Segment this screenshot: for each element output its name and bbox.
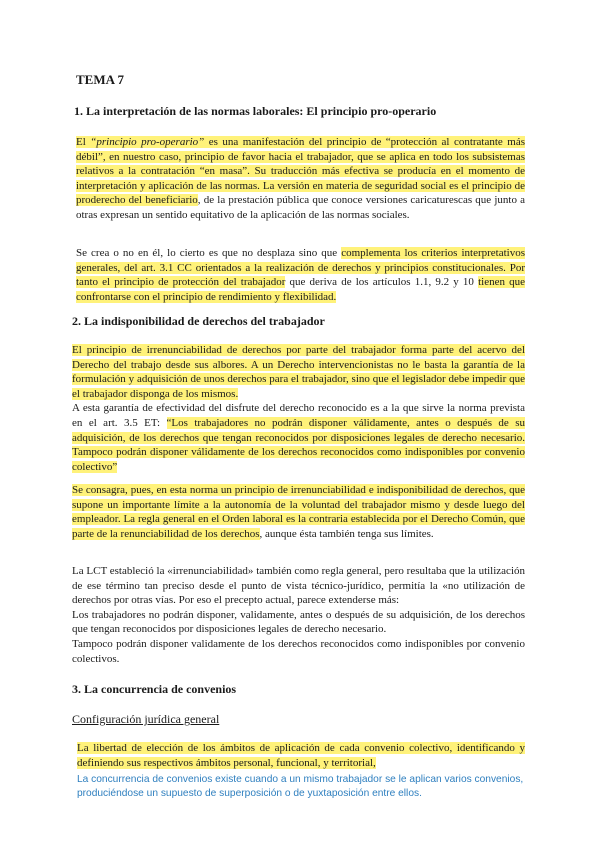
section-2-heading: 2. La indisponibilidad de derechos del trabajador [72, 314, 325, 328]
text-run: La LCT estableció la «irrenunciabilidad» también como regla general, pero resultaba que la utilización de ese término tan preciso desde el punto de vista técnico-jurídico, permitía la «no utilización de derechos por otras vías. Por eso el precepto actual, parece extenderse más: [72, 565, 525, 607]
highlighted-quote: “Los trabajadores no podrán disponer válidamente, antes o después de su adquisición, de los derechos que tengan reconocidos por disposiciones legales de derecho necesario. Tampoco podrán disponer válidamente de los derechos reconocidos como indisponibles por convenio colectivo” [72, 416, 525, 473]
section-3-heading: 3. La concurrencia de convenios [72, 682, 237, 696]
section-3-subheading: Configuración jurídica general [72, 712, 220, 726]
section-2-paragraph-3 [72, 483, 525, 541]
section-2-paragraph-4 [72, 564, 525, 666]
section-3-note: La concurrencia de convenios existe cuando a un mismo trabajador se le aplican varios convenios, produciéndose un supuesto de superposición o de yuxtaposición entre ellos. [77, 774, 524, 799]
emphasis-text: “principio pro-operario” [90, 136, 205, 148]
highlighted-text: Se consagra, pues, en esta norma un principio de irrenunciabilidad e indisponibilidad de derechos, que supone un importante límite a la autonomía de la voluntad del trabajador mismo y desde luego del empleador. La regla general en el Orden laboral es la contraria establecida por el Derecho Común, que parte de la renunciabilidad de los derechos [72, 484, 525, 540]
text-run: es una manifestación del principio de “protección al contratante más débil”, en nuestro caso, principio de favor hacia el trabajador, que se aplica en todo los subsistemas relativos a la contratación “en masa”. Su traducción más efectiva se producía en el momento de interpretación y aplicación de las normas. La versión en materia de seguridad social es el principio de proderecho del beneficiario [76, 136, 525, 207]
text-run: Tampoco podrán disponer validamente de los derechos reconocidos como indisponibles por convenio colectivos. [72, 637, 525, 665]
section-1-paragraph-2 [76, 246, 525, 304]
text-run: A esta garantía de efectividad del disfrute del derecho reconocido es a la que sirve la norma prevista en el art. 3.5 ET: [72, 402, 525, 429]
text-run: El [76, 136, 91, 148]
highlighted-text: La libertad de elección de los ámbitos de aplicación de cada convenio colectivo, identificando y definiendo sus respectivos ámbitos personal, funcional, y territorial, [77, 742, 525, 769]
section-1-heading: 1. La interpretación de las normas laborales: El principio pro-operario [74, 104, 437, 118]
text-run: , de la prestación pública que conoce versiones caricaturescas que junto a otras expresan un sentido equitativo de la aplicación de las normas sociales. [76, 194, 526, 221]
text-run: , aunque ésta también tenga sus límites. [259, 527, 434, 540]
highlighted-text: El principio de irrenunciabilidad de derechos por parte del trabajador forma parte del acervo del Derecho del trabajo desde sus albores. A un Derecho intervencionistas no le basta la garantía de la formulación y adquisición de unos derechos para el trabajador, sino que el legislador debe impedir que el trabajador disponga de los mismos. [72, 344, 525, 400]
section-1-paragraph-1 [76, 135, 525, 223]
section-3-paragraph-1 [77, 741, 525, 770]
text-run: Se crea o no en él, lo cierto es que no desplaza sino que [76, 247, 342, 259]
highlighted-text: complementa los criterios interpretativos generales, del art. 3.1 CC orientados a la realización de derechos y principios constitucionales. Por tanto el principio de protección del trabajador [76, 247, 525, 289]
text-run: Los trabajadores no podrán disponer, validamente, antes o después de su adquisición, de los derechos que tengan reconocidos por disposiciones legales de derecho necesario. [72, 608, 525, 636]
page-title: TEMA 7 [76, 72, 125, 87]
section-2-text [72, 343, 525, 474]
text-run: que deriva de los artículos 1.1, 9.2 y 10 [285, 276, 479, 289]
highlighted-text: tienen que confrontarse con el principio de rendimiento y flexibilidad. [76, 276, 525, 303]
